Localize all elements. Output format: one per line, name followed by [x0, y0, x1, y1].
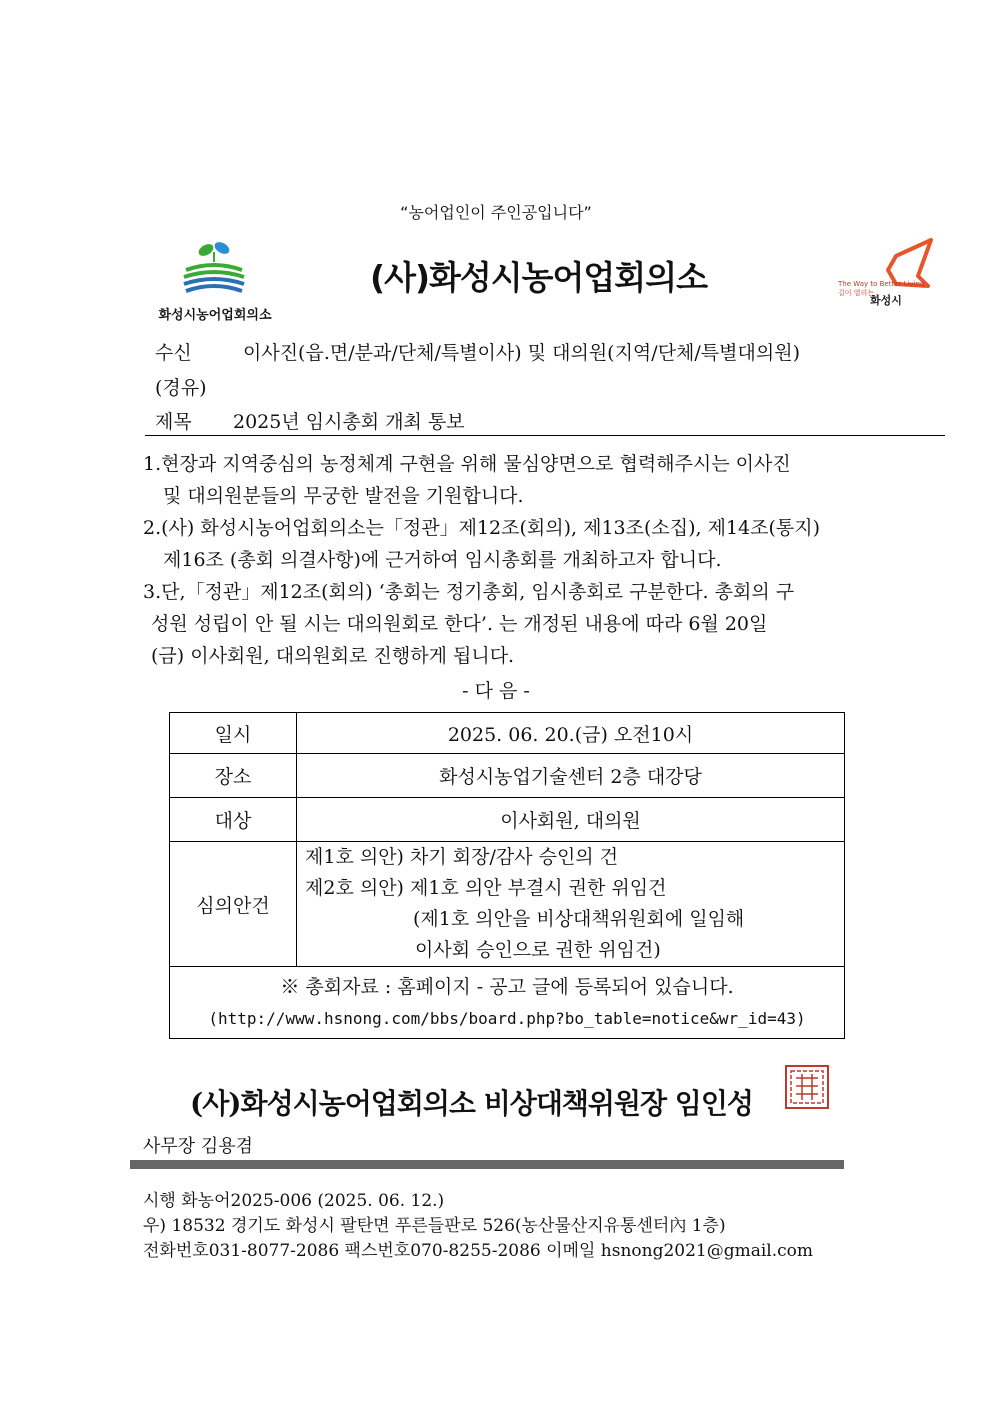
paragraph-2: [143, 512, 863, 576]
header-divider: [145, 435, 945, 436]
paragraph-line: 및 대의원분들의 무궁한 발전을 기원합니다.: [163, 485, 524, 507]
paragraph-line: (금) 이사회원, 대의원회로 진행하게 됩니다.: [151, 645, 515, 667]
subject-value: 2025년 임시총회 개최 통보: [233, 411, 465, 433]
paragraph-3: [143, 576, 863, 672]
org-title: (사)화성시농어업회의소: [370, 258, 707, 297]
paragraph-line: 제16조 (총회 의결사항)에 근거하여 임시총회를 개최하고자 합니다.: [163, 549, 722, 571]
agenda-item: 제1호 의안) 차기 회장/감사 승인의 건: [305, 846, 619, 868]
city-logo-tagline-ko: 길이 열리는: [838, 289, 875, 297]
note-text: ※ 총회자료 : 홈페이지 - 공고 글에 등록되어 있습니다.: [280, 975, 734, 998]
paragraph-line: 2.(사) 화성시농어업회의소는「정관」제12조(회의), 제13조(소집), 제14조(통지): [143, 517, 821, 539]
city-logo-tagline-en: The Way to Better Living: [838, 280, 925, 288]
agenda-item: 이사회 승인으로 권한 위임건): [415, 939, 661, 961]
paragraph-line: 3.단,「정관」제12조(회의) ‘총회는 정기총회, 임시총회로 구분한다. 총회의 구: [143, 581, 795, 603]
recipient-value: 이사진(읍.면/분과/단체/특별이사) 및 대의원(지역/단체/특별대의원): [243, 342, 800, 364]
table-row: [170, 713, 845, 754]
slogan: “농어업인이 주인공입니다”: [400, 203, 592, 222]
signature: (사)화성시농어업회의소 비상대책위원장 임인성: [190, 1087, 753, 1120]
table-row: [170, 842, 845, 967]
row-key: 장소: [170, 754, 297, 798]
subject-label: 제목: [155, 411, 192, 433]
note-url[interactable]: (http://www.hsnong.com/bbs/board.php?bo_table=notice&wr_id=43): [208, 1008, 806, 1028]
paragraph-1: [143, 448, 863, 512]
section-label: - 다 음 -: [462, 680, 530, 702]
footer-divider: [130, 1160, 844, 1169]
row-value: 이사회원, 대의원: [297, 798, 845, 842]
table-row: [170, 967, 845, 1039]
agenda-item: (제1호 의안을 비상대책위원회에 일임해: [413, 908, 745, 930]
row-value: 2025. 06. 20.(금) 오전10시: [297, 713, 845, 754]
note-cell: [170, 967, 845, 1039]
agenda-key: 심의안건: [170, 842, 297, 967]
agenda-list: [297, 842, 845, 967]
org-logo-text: 화성시농어업회의소: [158, 308, 272, 323]
recipient-label: 수신: [155, 342, 192, 364]
row-key: 대상: [170, 798, 297, 842]
footer-address: 우) 18532 경기도 화성시 팔탄면 푸른들판로 526(농산물산지유통센터內 1층): [143, 1216, 726, 1236]
city-logo-text: 화성시: [870, 294, 902, 307]
via-label: (경유): [155, 377, 207, 399]
meeting-info-table: [169, 712, 845, 1039]
seal-icon: [784, 1064, 830, 1110]
paragraph-line: 1.현장과 지역중심의 농정체계 구현을 위해 물심양면으로 협력해주시는 이사진: [143, 453, 791, 475]
secretary: 사무장 김용겸: [143, 1136, 254, 1157]
paragraph-line: 성원 성립이 안 될 시는 대의원회로 한다’. 는 개정된 내용에 따라 6월 20일: [151, 613, 768, 635]
footer-doc-number: 시행 화농어2025-006 (2025. 06. 12.): [143, 1191, 445, 1211]
table-row: [170, 798, 845, 842]
agenda-item: 제2호 의안) 제1호 의안 부결시 권한 위임건: [305, 877, 667, 899]
row-key: 일시: [170, 713, 297, 754]
row-value: 화성시농업기술센터 2층 대강당: [297, 754, 845, 798]
footer-contact: 전화번호031-8077-2086 팩스번호070-8255-2086 이메일 hsnong2021@gmail.com: [143, 1241, 814, 1261]
table-row: [170, 754, 845, 798]
